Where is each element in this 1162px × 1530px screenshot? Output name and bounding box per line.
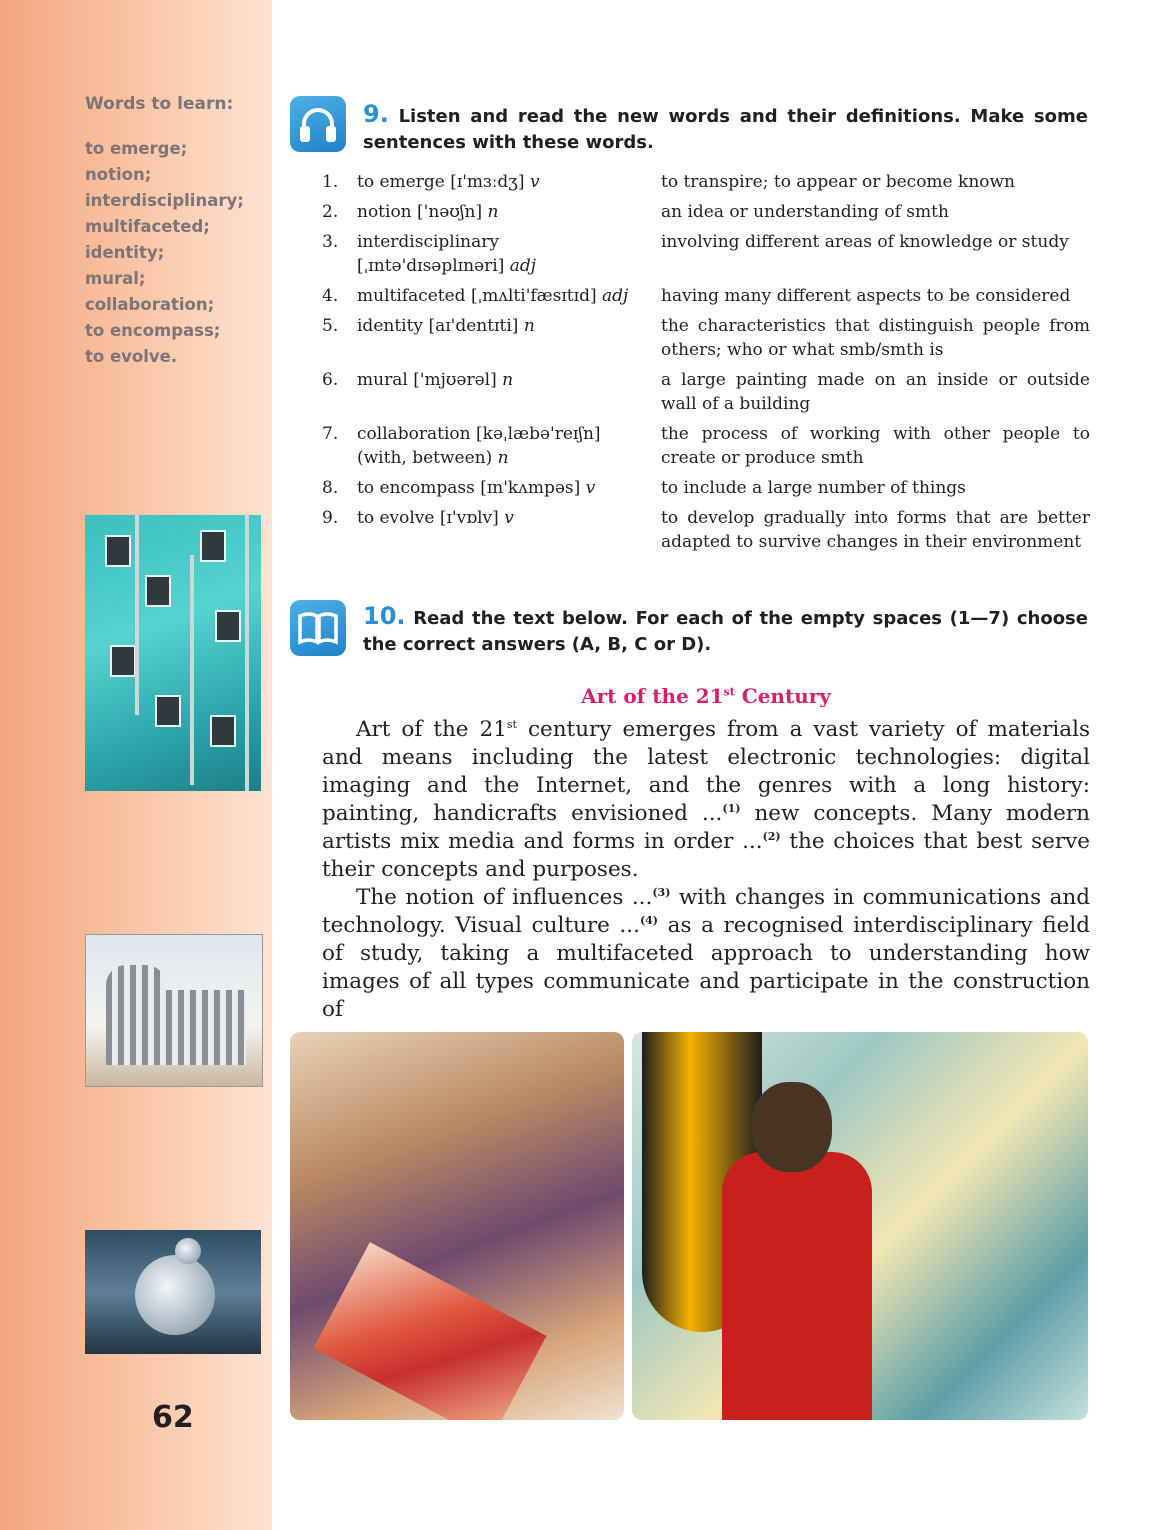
word-item: mural; xyxy=(85,269,146,288)
vocab-number: 5. xyxy=(322,316,339,336)
vocab-word: collaboration [kəˌlæbə'reɪʃn] (with, between) n xyxy=(357,424,601,468)
photo-children-painting xyxy=(290,1032,624,1420)
exercise-10-instruction: Read the text below. For each of the empty spaces (1—7) choose the correct answers (A, B, C or D). xyxy=(363,608,1088,655)
word-item: multifaceted; xyxy=(85,217,210,236)
vocab-row xyxy=(322,284,1090,308)
vocab-number: 1. xyxy=(322,172,339,192)
vocab-word: to encompass [ɪn'kʌmpəs] v xyxy=(357,478,596,498)
exercise-10-number: 10. xyxy=(363,602,406,630)
vocab-number: 6. xyxy=(322,370,339,390)
vocab-row xyxy=(322,368,1090,416)
gap-marker: (2) xyxy=(762,829,781,843)
vocab-definition: involving different areas of knowledge or study xyxy=(661,232,1069,252)
vocab-row xyxy=(322,314,1090,362)
vocab-number: 4. xyxy=(322,286,339,306)
exercise-9-number: 9. xyxy=(363,100,389,128)
vocab-row xyxy=(322,230,1090,278)
vocab-row xyxy=(322,476,1090,500)
vocab-row xyxy=(322,170,1090,194)
exercise-10-heading xyxy=(363,603,1088,658)
words-to-learn-title: Words to learn: xyxy=(85,94,234,114)
vocab-definition: the process of working with other people to create or produce smth xyxy=(661,424,1090,468)
word-item: to evolve. xyxy=(85,347,178,366)
vocab-word: multifaceted [ˌmʌlti'fæsɪtɪd] adj xyxy=(357,286,629,306)
vocab-word: interdisciplinary [ˌɪntə'dɪsəplɪnəri] adj xyxy=(357,232,537,276)
gap-marker: (3) xyxy=(652,885,671,899)
sidebar xyxy=(0,0,272,1530)
article-body xyxy=(322,716,1090,1024)
vocab-definition: an idea or understanding of smth xyxy=(661,202,949,222)
vocab-row xyxy=(322,506,1090,554)
headphones-icon xyxy=(290,96,346,152)
vocab-number: 9. xyxy=(322,508,339,528)
vocab-number: 2. xyxy=(322,202,339,222)
photo-metal-sculpture xyxy=(85,1230,261,1354)
word-item: to emerge; xyxy=(85,139,188,158)
vocab-definition: to develop gradually into forms that are better adapted to survive changes in their environment xyxy=(661,508,1090,552)
exercise-9-instruction: Listen and read the new words and their definitions. Make some sentences with these words. xyxy=(363,106,1088,153)
word-item: notion; xyxy=(85,165,152,184)
vocab-definition: having many different aspects to be considered xyxy=(661,286,1071,306)
vocabulary-list xyxy=(322,170,1090,560)
vocab-word: identity [aɪ'dentɪti] n xyxy=(357,316,535,336)
vocab-word: to emerge [ɪ'mɜːdʒ] v xyxy=(357,172,540,192)
gap-marker: (4) xyxy=(639,913,659,927)
vocab-definition: to transpire; to appear or become known xyxy=(661,172,1016,192)
vocab-word: to evolve [ɪ'vɒlv] v xyxy=(357,508,514,528)
article-paragraph: The notion of influences ...$^{(3)}$ with changes in communications and technology. Visual culture ...$^{(4)}$ as a recognised interdisciplinary field of study, taking a multifaceted approach to understanding how images of all types communicate and participate in the construction of xyxy=(322,885,1090,1022)
word-item: interdisciplinary; xyxy=(85,191,244,210)
page-number: 62 xyxy=(152,1400,194,1435)
vocab-row xyxy=(322,422,1090,470)
words-to-learn-list xyxy=(85,136,244,370)
vocab-number: 3. xyxy=(322,232,339,252)
article-title: Art of the 21st Century xyxy=(581,684,831,708)
book-icon xyxy=(290,600,346,656)
vocab-row xyxy=(322,200,1090,224)
article-paragraph: Art of the 21st century emerges from a vast variety of materials and means including the latest electronic technologies: digital imaging and the Internet, and the genres with a long history: painting, handicrafts envisioned ...$^{(1)}$ new concepts. Many modern artists mix media and forms in order ...$^{(2)}$ the choices that best serve their concepts and purposes. xyxy=(322,717,1090,882)
exercise-9-heading xyxy=(363,101,1088,156)
vocab-word: mural ['mjʊərəl] n xyxy=(357,370,514,390)
word-item: to encompass; xyxy=(85,321,221,340)
vocab-definition: to include a large number of things xyxy=(661,478,966,498)
vocab-definition: a large painting made on an inside or outside wall of a building xyxy=(661,370,1090,414)
vocab-number: 7. xyxy=(322,424,339,444)
photo-dancing-house xyxy=(85,934,263,1087)
photo-artist-painting-mural xyxy=(632,1032,1088,1420)
word-item: identity; xyxy=(85,243,165,262)
vocab-word: notion ['nəʊʃn] n xyxy=(357,202,499,222)
vocab-number: 8. xyxy=(322,478,339,498)
word-item: collaboration; xyxy=(85,295,215,314)
gap-marker: (1) xyxy=(722,801,741,815)
photo-turquoise-building xyxy=(85,515,261,791)
vocab-definition: the characteristics that distinguish people from others; who or what smb/smth is xyxy=(661,316,1090,360)
